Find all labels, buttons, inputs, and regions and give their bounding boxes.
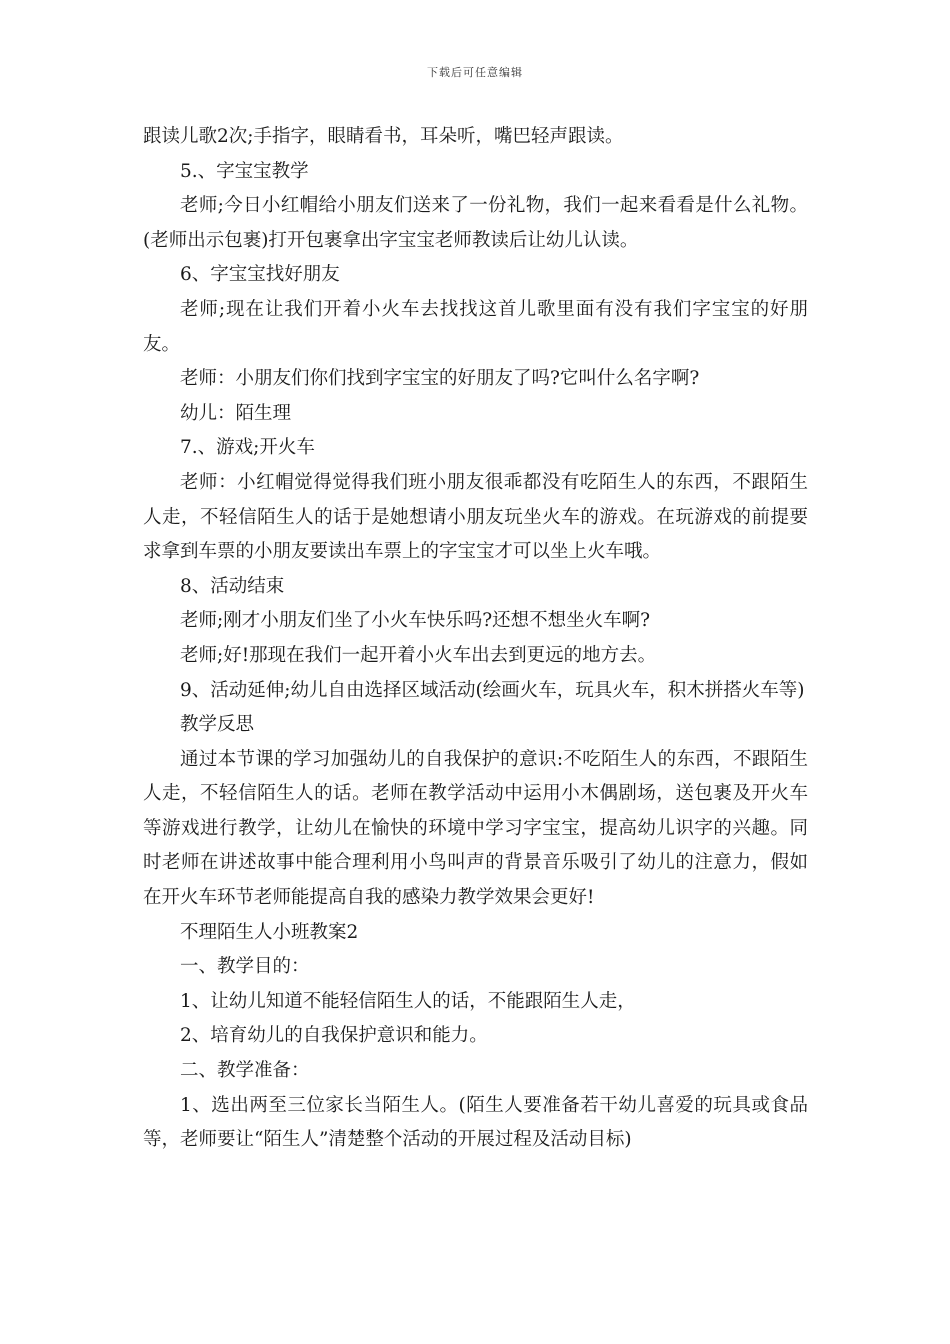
section-heading: 8、活动结束 <box>180 575 285 597</box>
paragraph: 2、培育幼儿的自我保护意识和能力。 <box>180 1025 488 1047</box>
section-heading: 不理陌生人小班教案2 <box>180 921 359 943</box>
section-heading: 教学反思 <box>180 714 255 736</box>
paragraph: 幼儿：陌生理 <box>180 402 292 424</box>
section-heading: 7.、游戏;开火车 <box>180 437 315 459</box>
paragraph: 9、活动延伸;幼儿自由选择区域活动(绘画火车，玩具火车，积木拼搭火车等) <box>180 679 805 701</box>
section-heading: 一、教学目的： <box>180 956 310 978</box>
section-heading: 二、教学准备： <box>180 1060 310 1082</box>
document-body <box>143 120 808 1158</box>
page-header: 下载后可任意编辑 <box>427 66 523 79</box>
section-heading: 6、字宝宝找好朋友 <box>180 264 340 286</box>
paragraph: 1、让幼儿知道不能轻信陌生人的话，不能跟陌生人走， <box>180 990 636 1012</box>
paragraph: 老师;好!那现在我们一起开着小火车出去到更远的地方去。 <box>180 644 657 666</box>
paragraph: 老师：小红帽觉得觉得我们班小朋友很乖都没有吃陌生人的东西，不跟陌生人走，不轻信陌生人的话于是她想请小朋友玩坐火车的游戏。在玩游戏的前提要求拿到车票的小朋友要读出车票上的字宝宝才可以坐上火车哦。 <box>143 471 808 563</box>
section-heading: 5.、字宝宝教学 <box>180 160 309 182</box>
paragraph: 1、选出两至三位家长当陌生人。(陌生人要准备若干幼儿喜爱的玩具或食品等，老师要让“陌生人”清楚整个活动的开展过程及活动目标) <box>143 1094 808 1151</box>
paragraph: 老师：小朋友们你们找到字宝宝的好朋友了吗?它叫什么名字啊? <box>180 368 700 390</box>
paragraph: 老师;今日小红帽给小朋友们送来了一份礼物，我们一起来看看是什么礼物。(老师出示包裹)打开包裹拿出字宝宝老师教读后让幼儿认读。 <box>143 195 808 251</box>
paragraph: 跟读儿歌2次;手指字，眼睛看书，耳朵听，嘴巴轻声跟读。 <box>143 126 624 147</box>
paragraph: 通过本节课的学习加强幼儿的自我保护的意识:不吃陌生人的东西，不跟陌生人走，不轻信陌生人的话。老师在教学活动中运用小木偶剧场，送包裹及开火车等游戏进行教学，让幼儿在愉快的环境中学习字宝宝，提高幼儿识字的兴趣。同时老师在讲述故事中能合理利用小鸟叫声的背景音乐吸引了幼儿的注意力，假如在开火车环节老师能提高自我的感染力教学效果会更好! <box>143 748 808 909</box>
paragraph: 老师;现在让我们开着小火车去找找这首儿歌里面有没有我们字宝宝的好朋友。 <box>143 298 808 355</box>
paragraph: 老师;刚才小朋友们坐了小火车快乐吗?还想不想坐火车啊? <box>180 610 651 632</box>
